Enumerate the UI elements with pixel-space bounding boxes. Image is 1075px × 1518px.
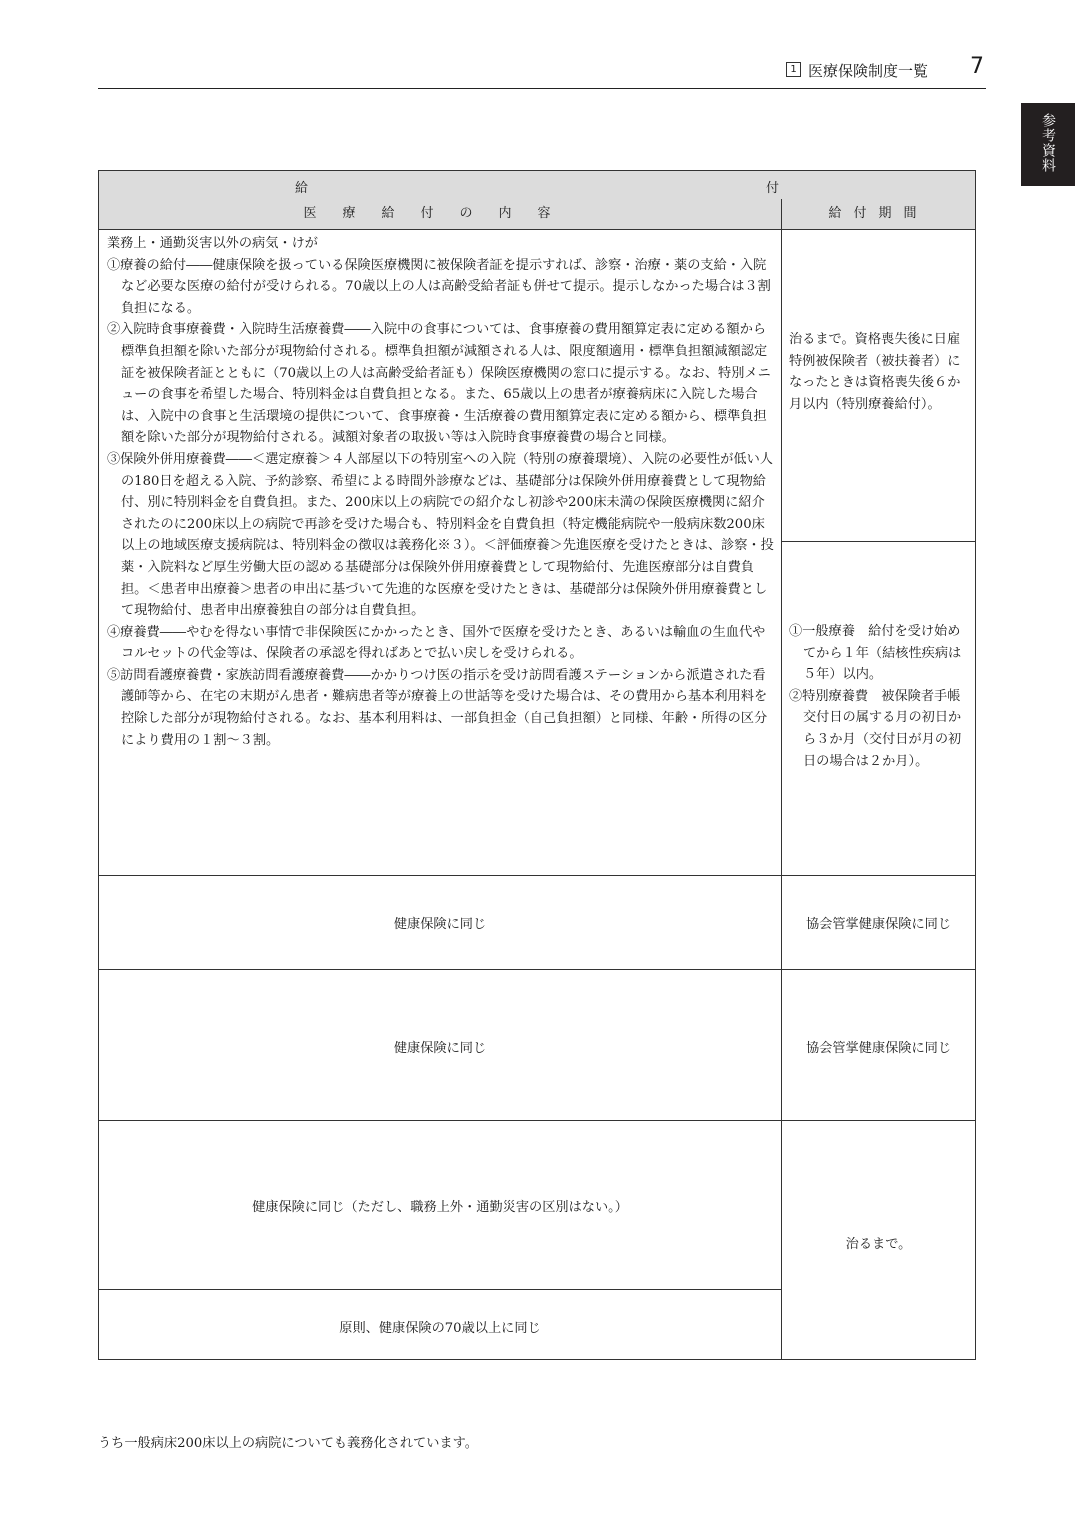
row3-period: 協会管掌健康保険に同じ (805, 1041, 952, 1056)
header-top-right: 付 (766, 181, 780, 196)
section-number-box: 1 (786, 62, 801, 77)
column-header-content: 医療給付の内容 (99, 199, 782, 229)
period-item: ②特別療養費 被保険者手帳交付日の属する月の初日から３か月（交付日が月の初日の場合は２か月）。 (789, 688, 962, 769)
benefit-period-2 (789, 621, 969, 772)
content-intro: 業務上・通勤災害以外の病気・けが (107, 236, 318, 251)
side-tab-label: 参考資料 (1040, 113, 1056, 173)
content-item: ①療養の給付――健康保険を扱っている保険医療機関に被保険者証を提示すれば、診察・治療・薬の支給・入院など必要な医療の給付が受けられる。70歳以上の人は高齢受給者証も併せて提示。提示しなかった場合は３割負担になる。 (107, 257, 771, 316)
row-divider (99, 1289, 781, 1290)
content-item: ⑤訪問看護療養費・家族訪問看護療養費――かかりつけ医の指示を受け訪問看護ステーションから派遣された看護師等から、在宅の末期がん患者・難病患者等が療養上の世話等を受けた場合は、その費用から基本利用料を控除した部分が現物給付される。なお、基本利用料は、一部負担金（自己負担額）と同様、年齢・所得の区分により費用の１割～３割。 (107, 667, 768, 748)
row-divider (99, 875, 975, 876)
content-item: ④療養費――やむを得ない事情で非保険医にかかったとき、国外で医療を受けたとき、あるいは輸血の生血代やコルセットの代金等は、保険者の承認を得ればあとで払い戻しを受けられる。 (107, 624, 766, 662)
row4-period: 治るまで。 (845, 1237, 912, 1252)
header-top-left: 給 (295, 181, 309, 196)
side-tab (1021, 103, 1075, 186)
footnote: うち一般病床200床以上の病院についても義務化されています。 (98, 1436, 478, 1451)
row2-period: 協会管掌健康保険に同じ (805, 917, 952, 932)
period-item: ①一般療養 給付を受け始めてから１年（結核性疾病は５年）以内。 (789, 624, 962, 683)
row3-content: 健康保険に同じ (393, 1041, 487, 1056)
content-item: ③保険外併用療養費――＜選定療養＞４人部屋以下の特別室への入院（特別の療養環境）、入院の必要性が低い人の180日を超える入院、予約診察、希望による時間外診療などは、基礎部分は保険外併用療養費として現物給付、別に特別料金を自費負担。また、200床以上の病院での紹介なし初診や200床未満の保険医療機関に紹介されたのに200床以上の病院で再診を受けた場合も、特別料金を自費負担（特定機能病院や一般病床数200床以上の地域医療支援病院は、特別料金の徴収は義務化※３）。＜評価療養＞先進医療を受けたときは、診察・投薬・入院料など厚生労働大臣の認める基礎部分は保険外併用療養費として現物給付、先進医療部分は自費負担。＜患者申出療養＞患者の申出に基づいて先進的な医療を受けたときは、基礎部分は保険外併用療養費として現物給付、患者申出療養独自の部分は自費負担。 (107, 451, 774, 619)
page-number: 7 (970, 54, 984, 79)
table-header-top (99, 171, 975, 200)
section-title: 医療保険制度一覧 (808, 62, 929, 80)
medical-benefit-content (107, 233, 777, 751)
header-rule (98, 88, 986, 89)
row-divider (99, 1120, 975, 1121)
column-header-period: 給付期間 (828, 206, 929, 221)
period-divider (781, 541, 975, 542)
benefit-period-1: 治るまで。資格喪失後に日雇特例被保険者（被扶養者）になったときは資格喪失後６か月以内（特別療養給付）。 (789, 332, 961, 412)
column-divider (781, 229, 782, 1359)
table-header-columns (99, 199, 975, 230)
row-divider (99, 969, 975, 970)
row2-content: 健康保険に同じ (393, 917, 487, 932)
benefits-table (98, 170, 976, 1360)
content-item: ②入院時食事療養費・入院時生活療養費――入院中の食事については、食事療養の費用額算定表に定める額から標準負担額を除いた部分が現物給付される。標準負担額が減額される人は、限度額適用・標準負担額減額認定証を被保険者証とともに（70歳以上の人は高齢受給者証も）保険医療機関の窓口に提示する。なお、特別メニューの食事を希望した場合、特別料金は自費負担となる。また、65歳以上の患者が療養病床に入院した場合は、入院中の食事と生活環境の提供について、食事療養・生活療養の費用額算定表に定める額から、標準負担額を除いた部分が現物給付される。減額対象者の取扱い等は入院時食事療養費の場合と同様。 (107, 322, 771, 446)
row4-content: 健康保険に同じ（ただし、職務上外・通勤災害の区別はない。） (252, 1200, 628, 1215)
row5-content: 原則、健康保険の70歳以上に同じ (339, 1321, 541, 1336)
